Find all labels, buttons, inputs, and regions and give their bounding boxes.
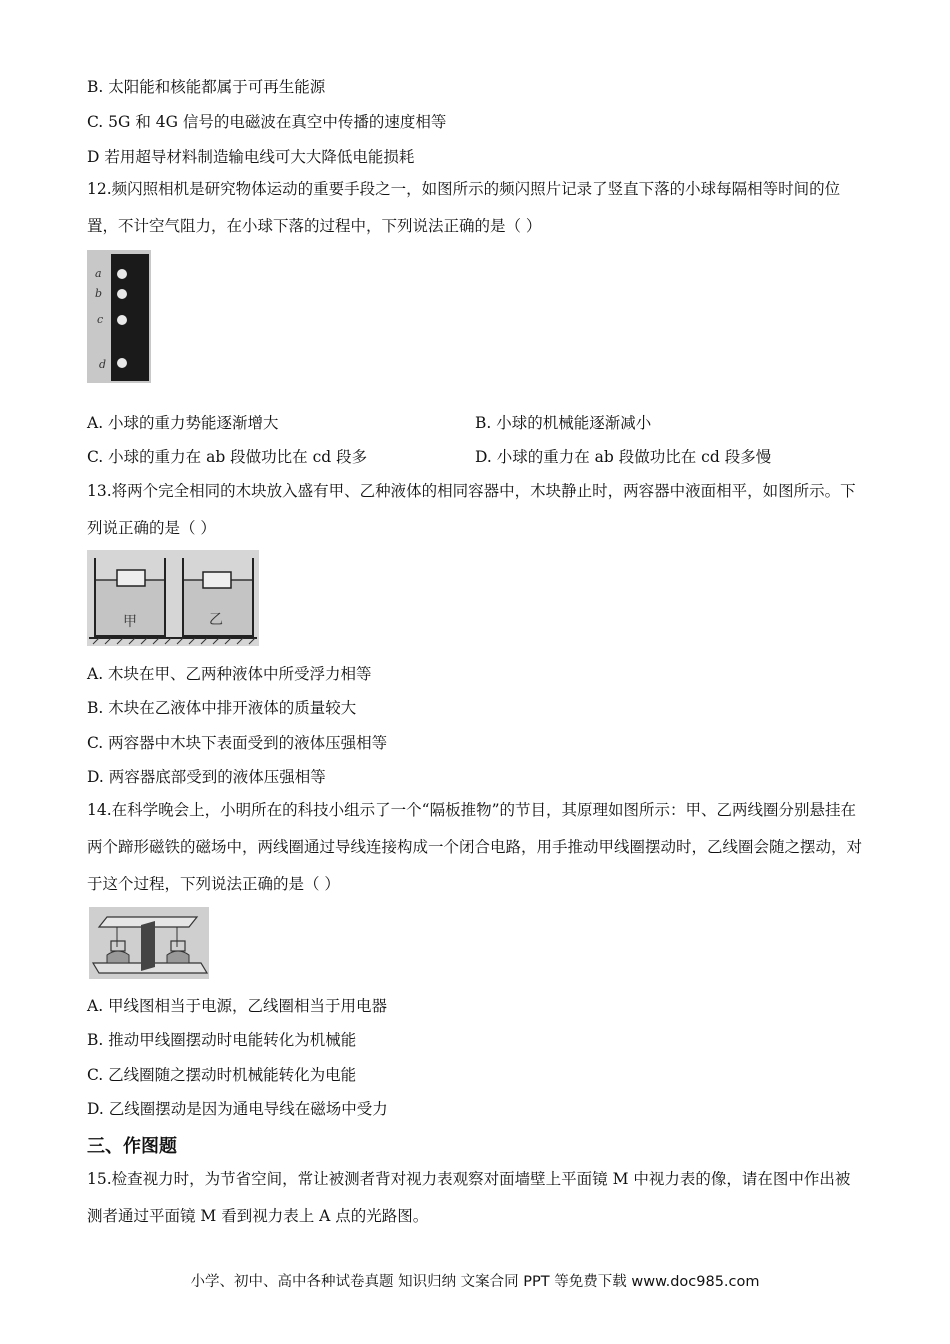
q13-stem: 13.将两个完全相同的木块放入盛有甲、乙种液体的相同容器中，木块静止时，两容器中液面相平，如图所示。下列说正确的是（ ） — [87, 482, 856, 537]
ball-a — [117, 269, 127, 279]
q12-option-a: A. 小球的重力势能逐渐增大 — [87, 414, 279, 432]
q13-option-c: C. 两容器中木块下表面受到的液体压强相等 — [87, 734, 388, 752]
q14-option-c: C. 乙线圈随之摆动时机械能转化为电能 — [87, 1066, 357, 1084]
q15-stem: 15.检查视力时，为节省空间，常让被测者背对视力表观察对面墙壁上平面镜 M 中视力表的像，请在图中作出被测者通过平面镜 M 看到视力表上 A 点的光路图。 — [87, 1170, 851, 1225]
block-yi — [203, 572, 231, 588]
option-c-prev: C. 5G 和 4G 信号的电磁波在真空中传播的速度相等 — [87, 113, 447, 131]
ball-d — [117, 358, 127, 368]
magnet-jia — [107, 951, 129, 963]
containers-figure — [87, 550, 259, 646]
label-yi: 乙 — [209, 612, 223, 628]
photo-strip — [111, 254, 149, 381]
option-b-prev: B. 太阳能和核能都属于可再生能源 — [87, 78, 326, 96]
q14-stem: 14.在科学晚会上，小明所在的科技小组示了一个“隔板推物”的节目，其原理如图所示：甲、乙两线圈分别悬挂在两个蹄形磁铁的磁场中，两线圈通过导线连接构成一个闭合电路，用手推动甲线圈摆动时，乙线圈会随之摆动，对于这个过程，下列说法正确的是（ ） — [87, 801, 863, 893]
label-jia: 甲 — [123, 614, 137, 630]
q12-option-b: B. 小球的机械能逐渐减小 — [475, 414, 652, 432]
q14-option-a: A. 甲线图相当于电源，乙线圈相当于用电器 — [87, 997, 388, 1015]
label-b: b — [95, 287, 103, 300]
q14-option-b: B. 推动甲线圈摆动时电能转化为机械能 — [87, 1031, 357, 1049]
q12-option-d: D. 小球的重力在 ab 段做功比在 cd 段多慢 — [475, 448, 772, 466]
coil-magnet-figure — [89, 907, 209, 979]
q12-stem: 12.频闪照相机是研究物体运动的重要手段之一，如图所示的频闪照片记录了竖直下落的小球每隔相等时间的位置，不计空气阻力，在小球下落的过程中，下列说法正确的是（ ） — [87, 180, 841, 235]
partition-board — [141, 921, 155, 971]
strobe-photo-figure — [87, 250, 151, 383]
label-a: a — [95, 267, 102, 280]
q13-option-a: A. 木块在甲、乙两种液体中所受浮力相等 — [87, 665, 372, 683]
q13-option-d: D. 两容器底部受到的液体压强相等 — [87, 768, 326, 786]
label-c: c — [97, 313, 104, 326]
page-footer: 小学、初中、高中各种试卷真题 知识归纳 文案合同 PPT 等免费下载 www.doc985.com — [190, 1274, 760, 1290]
block-jia — [117, 570, 145, 586]
label-d: d — [99, 358, 107, 371]
q12-option-c: C. 小球的重力在 ab 段做功比在 cd 段多 — [87, 448, 368, 466]
ball-c — [117, 315, 127, 325]
q13-option-b: B. 木块在乙液体中排开液体的质量较大 — [87, 699, 357, 717]
magnet-yi — [167, 951, 189, 963]
section-heading: 三、作图题 — [87, 1136, 177, 1157]
ball-b — [117, 289, 127, 299]
q14-option-d: D. 乙线圈摆动是因为通电导线在磁场中受力 — [87, 1100, 388, 1118]
option-d-prev: D 若用超导材料制造输电线可大大降低电能损耗 — [87, 148, 415, 166]
